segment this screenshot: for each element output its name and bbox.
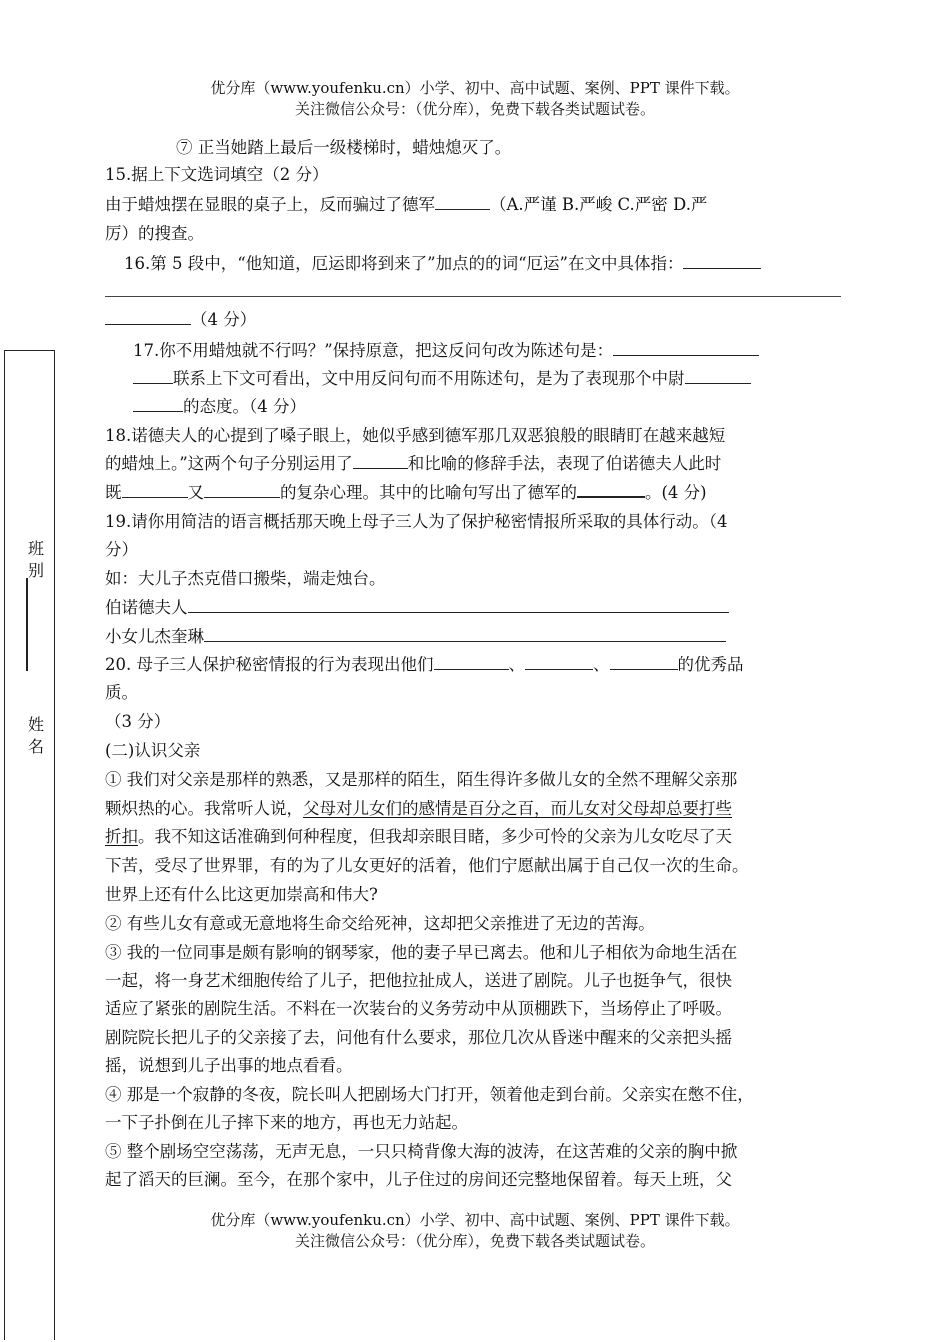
- question-16-score-line: （4 分）: [105, 308, 256, 332]
- question-19-daughter-line: 小女儿杰奎琳: [105, 625, 726, 649]
- question-17-line-2: 联系上下文可看出，文中用反问句而不用陈述句，是为了表现那个中尉: [133, 367, 751, 391]
- paragraph-5-line-1: ⑤ 整个剧场空空荡荡，无声无息，一只只椅背像大海的波涛，在这苦难的父亲的胸中掀: [105, 1142, 738, 1161]
- binding-margin-box: [4, 350, 55, 1340]
- answer-blank[interactable]: [610, 655, 678, 670]
- paragraph-3-line-3: 适应了紧张的剧院生活。不料在一次装台的义务劳动中从顶棚跌下，当场停止了呼吸。: [105, 999, 732, 1018]
- answer-blank[interactable]: [353, 454, 408, 469]
- question-20-score: （3 分）: [105, 712, 171, 731]
- paragraph-1-line-3: 折扣。我不知这话准确到何种程度，但我却亲眼目睹，多少可怜的父亲为儿女吃尽了天: [105, 827, 732, 846]
- question-15-title: 15.据上下文选词填空（2 分）: [105, 165, 329, 184]
- header-line-1: 优分库（www.youfenku.cn）小学、初中、高中试题、案例、PPT 课件下载。: [210, 79, 740, 97]
- class-label: 班别: [28, 539, 45, 580]
- underlined-sentence-end: 折扣: [105, 827, 138, 846]
- question-15-line-1: 由于蜡烛摆在显眼的桌子上，反而骗过了德军 （A.严谨 B.严峻 C.严密 D.严: [105, 195, 708, 214]
- question-19-line-1: 19.请你用简洁的语言概括那天晚上母子三人为了保护秘密情报所采取的具体行动。（4: [105, 512, 728, 531]
- paragraph-3-line-2: 一起，将一身艺术细胞传给了儿子，把他拉扯成人，送进了剧院。儿子也挺争气，很快: [105, 971, 732, 990]
- paragraph-4-line-1: ④ 那是一个寂静的冬夜，院长叫人把剧场大门打开，领着他走到台前。父亲实在憋不住，: [105, 1085, 754, 1104]
- question-15-line-2: 厉）的搜查。: [105, 224, 204, 243]
- class-name-divider: [26, 578, 28, 671]
- answer-blank[interactable]: [613, 341, 759, 356]
- question-19-mother-line: 伯诺德夫人: [105, 596, 729, 620]
- answer-blank[interactable]: [435, 195, 490, 210]
- question-16: 16.第 5 段中，“他知道，厄运即将到来了”加点的的词“厄运”在文中具体指：: [124, 252, 761, 276]
- footer-line-2: 关注微信公众号：（优分库），免费下载各类试题试卷。: [294, 1232, 655, 1250]
- question-20-line-2: 质。: [105, 683, 138, 702]
- underlined-sentence: 父母对儿女们的感情是百分之百，而儿女对父母却总要打些: [303, 799, 732, 818]
- answer-blank[interactable]: [685, 369, 751, 384]
- footer-line-1: 优分库（www.youfenku.cn）小学、初中、高中试题、案例、PPT 课件下载。: [210, 1211, 740, 1229]
- paragraph-1-line-2: 颗炽热的心。我常听人说，父母对儿女们的感情是百分之百，而儿女对父母却总要打些: [105, 799, 732, 818]
- answer-blank[interactable]: [122, 483, 188, 498]
- question-18-line-2: 的蜡烛上。”这两个句子分别运用了 和比喻的修辞手法，表现了伯诺德夫人此时: [105, 454, 722, 473]
- answer-blank[interactable]: [133, 369, 173, 384]
- question-17-line-1: 17.你不用蜡烛就不行吗？”保持原意，把这反问句改为陈述句是：: [133, 339, 759, 363]
- paragraph-7: ⑦ 正当她踏上最后一级楼梯时，蜡烛熄灭了。: [176, 138, 512, 157]
- answer-blank[interactable]: [133, 397, 183, 412]
- paragraph-1-line-1: ① 我们对父亲是那样的熟悉，又是那样的陌生，陌生得许多做儿女的全然不理解父亲那: [105, 770, 738, 789]
- section-2-title: (二)认识父亲: [105, 741, 201, 760]
- question-19-example: 如：大儿子杰克借口搬柴，端走烛台。: [105, 569, 386, 588]
- page-footer: [0, 1210, 950, 1252]
- paragraph-4-line-2: 一下子扑倒在儿子摔下来的地方，再也无力站起。: [105, 1113, 468, 1132]
- question-20-line-1: 20. 母子三人保护秘密情报的行为表现出他们 、 、 的优秀品: [105, 655, 744, 674]
- answer-line[interactable]: [105, 296, 841, 297]
- answer-blank[interactable]: [105, 310, 191, 325]
- paragraph-5-line-2: 起了滔天的巨澜。至今，在那个家中，儿子住过的房间还完整地保留着。每天上班，父: [105, 1170, 732, 1189]
- name-label: 姓名: [28, 715, 45, 756]
- paragraph-2: ② 有些儿女有意或无意地将生命交给死神，这却把父亲推进了无边的苦海。: [105, 914, 655, 933]
- answer-blank[interactable]: [525, 655, 593, 670]
- question-19-line-2: 分）: [105, 540, 138, 559]
- paragraph-3-line-1: ③ 我的一位同事是颇有影响的钢琴家，他的妻子早已离去。他和儿子相依为命地生活在: [105, 943, 738, 962]
- answer-blank[interactable]: [434, 655, 509, 670]
- paragraph-3-line-5: 摇，说想到儿子出事的地点看看。: [105, 1056, 353, 1075]
- question-17-line-3: 的态度。（4 分）: [133, 395, 306, 419]
- question-18-line-1: 18.诺德夫人的心提到了嗓子眼上，她似乎感到德军那几双恶狼般的眼睛盯在越来越短: [105, 426, 726, 445]
- question-18-line-3: 既 又 的复杂心理。其中的比喻句写出了德军的 。(4 分): [105, 483, 707, 502]
- answer-blank[interactable]: [577, 482, 645, 498]
- page-header: [0, 78, 950, 120]
- paragraph-1-line-5: 世界上还有什么比这更加崇高和伟大?: [105, 885, 378, 904]
- answer-blank[interactable]: [204, 627, 726, 642]
- answer-blank[interactable]: [188, 598, 729, 613]
- answer-blank[interactable]: [204, 483, 280, 498]
- header-line-2: 关注微信公众号：（优分库），免费下载各类试题试卷。: [294, 100, 655, 118]
- answer-blank[interactable]: [683, 254, 761, 269]
- paragraph-1-line-4: 下苦，受尽了世界罪，有的为了儿女更好的活着，他们宁愿献出属于自己仅一次的生命。: [105, 856, 749, 875]
- paragraph-3-line-4: 剧院院长把儿子的父亲接了去，问他有什么要求，那位几次从昏迷中醒来的父亲把头摇: [105, 1028, 732, 1047]
